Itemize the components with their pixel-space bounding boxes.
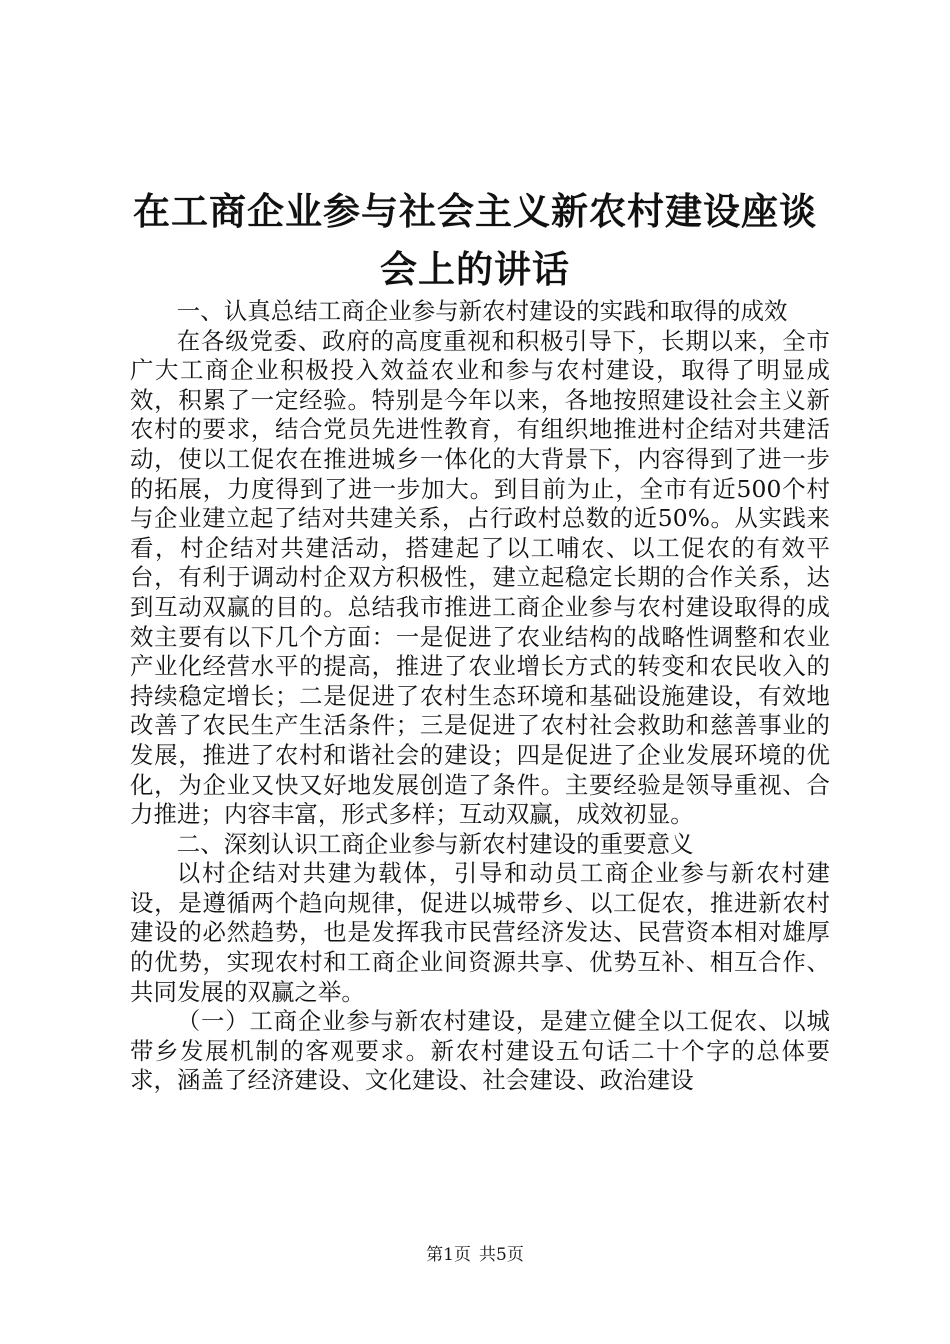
- document-title: 在工商企业参与社会主义新农村建设座谈会上的讲话: [133, 189, 817, 291]
- page-total: 共5页: [479, 1245, 524, 1265]
- document-body: [130, 297, 830, 1096]
- page-footer: [0, 1244, 950, 1266]
- body-paragraph-3: （一）工商企业参与新农村建设，是建立健全以工促农、以城带乡发展机制的客观要求。新农村建设五句话二十个字的总体要求，涵盖了经济建设、文化建设、社会建设、政治建设: [130, 1007, 830, 1095]
- body-paragraph-1: 在各级党委、政府的高度重视和积极引导下，长期以来，全市广大工商企业积极投入效益农业和参与农村建设，取得了明显成效，积累了一定经验。特别是今年以来，各地按照建设社会主义新农村的要求，结合党员先进性教育，有组织地推进村企结对共建活动，使以工促农在推进城乡一体化的大背景下，内容得到了进一步的拓展，力度得到了进一步加大。到目前为止，全市有近500个村与企业建立起了结对共建关系，占行政村总数的近50%。从实践来看，村企结对共建活动，搭建起了以工哺农、以工促农的有效平台，有利于调动村企双方积极性，建立起稳定长期的合作关系，达到互动双赢的目的。总结我市推进工商企业参与农村建设取得的成效主要有以下几个方面：一是促进了农业结构的战略性调整和农业产业化经营水平的提高，推进了农业增长方式的转变和农民收入的持续稳定增长；二是促进了农村生态环境和基础设施建设，有效地改善了农民生产生活条件；三是促进了农村社会救助和慈善事业的发展，推进了农村和谐社会的建设；四是促进了企业发展环境的优化，为企业又快又好地发展创造了条件。主要经验是领导重视、合力推进；内容丰富，形式多样；互动双赢，成效初显。: [130, 326, 830, 829]
- section-heading-2: 二、深刻认识工商企业参与新农村建设的重要意义: [176, 829, 694, 858]
- body-paragraph-2: 以村企结对共建为载体，引导和动员工商企业参与新农村建设，是遵循两个趋向规律，促进以城带乡、以工促农，推进新农村建设的必然趋势，也是发挥我市民营经济发达、民营资本相对雄厚的优势，实现农村和工商企业间资源共享、优势互补、相互合作、共同发展的双赢之举。: [130, 859, 830, 1006]
- section-heading-1: 一、认真总结工商企业参与新农村建设的实践和取得的成效: [176, 297, 788, 325]
- page-number: 第1页: [426, 1245, 471, 1265]
